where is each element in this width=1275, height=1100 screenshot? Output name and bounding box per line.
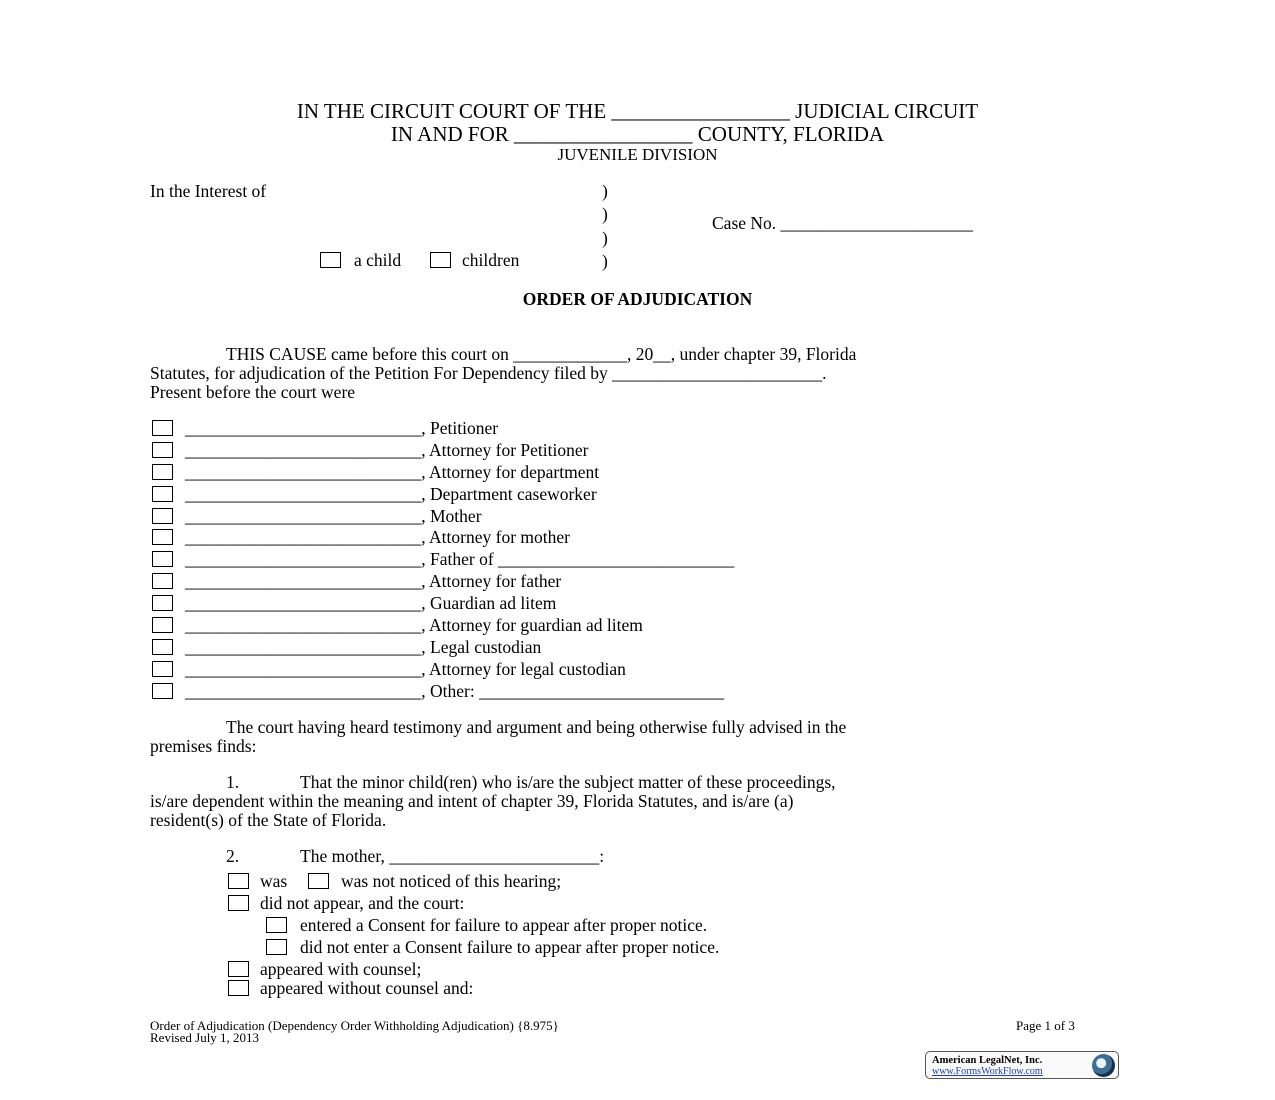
- logo-url-link[interactable]: www.FormsWorkFlow.com: [932, 1066, 1043, 1077]
- present-caseworker: ___________________________, Department caseworker: [185, 484, 597, 504]
- entered-consent-checkbox[interactable]: [266, 917, 287, 933]
- division-label: JUVENILE DIVISION: [557, 145, 718, 164]
- present-checkbox[interactable]: [152, 420, 173, 436]
- present-checkbox[interactable]: [152, 551, 173, 567]
- present-checkbox[interactable]: [152, 486, 173, 502]
- american-legalnet-logo[interactable]: [925, 1051, 1119, 1079]
- footer-page-number: Page 1 of 3: [1016, 1018, 1075, 1033]
- present-attorney-father: ___________________________, Attorney for father: [185, 571, 562, 591]
- footer-revised: Revised July 1, 2013: [150, 1030, 260, 1045]
- findings-line: The court having heard testimony and argument and being otherwise fully advised in the: [226, 717, 847, 737]
- present-other: ___________________________, Other: ____________________________: [185, 681, 725, 701]
- was-not-checkbox[interactable]: [308, 873, 329, 889]
- present-checkbox[interactable]: [152, 595, 173, 611]
- present-checkbox[interactable]: [152, 442, 173, 458]
- did-not-appear-label: did not appear, and the court:: [260, 893, 465, 913]
- present-attorney-petitioner: ___________________________, Attorney for Petitioner: [185, 440, 589, 460]
- did-not-appear-checkbox[interactable]: [228, 895, 249, 911]
- interest-of-label: In the Interest of: [150, 181, 267, 201]
- present-petitioner: ___________________________, Petitioner: [185, 418, 499, 438]
- appeared-with-counsel-label: appeared with counsel;: [260, 959, 422, 979]
- was-label: was: [260, 871, 288, 891]
- present-checkbox[interactable]: [152, 617, 173, 633]
- findings-line: premises finds:: [150, 736, 257, 756]
- present-checkbox[interactable]: [152, 464, 173, 480]
- appeared-without-counsel-label: appeared without counsel and:: [260, 978, 474, 998]
- present-attorney-mother: ___________________________, Attorney for mother: [185, 527, 570, 547]
- present-checkbox[interactable]: [152, 573, 173, 589]
- present-attorney-guardian: ___________________________, Attorney for guardian ad litem: [185, 615, 643, 635]
- present-checkbox[interactable]: [152, 508, 173, 524]
- footer-form-title: Order of Adjudication (Dependency Order Withholding Adjudication) {8.975}: [150, 1018, 559, 1033]
- present-checkbox[interactable]: [152, 661, 173, 677]
- caption-paren: ): [602, 228, 608, 248]
- present-checkbox[interactable]: [152, 683, 173, 699]
- item1-line: is/are dependent within the meaning and intent of chapter 39, Florida Statutes, and is/are (a): [150, 791, 794, 811]
- item1-line: resident(s) of the State of Florida.: [150, 810, 387, 830]
- court-header-line2: IN AND FOR _________________ COUNTY, FLORIDA: [390, 122, 885, 146]
- intro-line: THIS CAUSE came before this court on _____________, 20__, under chapter 39, Florida: [226, 344, 857, 364]
- item2-label: The mother, ________________________:: [300, 846, 605, 866]
- item1-line: That the minor child(ren) who is/are the subject matter of these proceedings,: [300, 772, 836, 792]
- item2-number: 2.: [226, 846, 240, 866]
- present-attorney-department: ___________________________, Attorney for department: [185, 462, 600, 482]
- present-mother: ___________________________, Mother: [185, 506, 482, 526]
- child-label: a child: [354, 250, 402, 270]
- globe-icon: [1092, 1054, 1115, 1077]
- logo-company-name: American LegalNet, Inc.: [932, 1055, 1043, 1066]
- intro-line: Statutes, for adjudication of the Petition For Dependency filed by ________________________.: [150, 363, 827, 383]
- was-checkbox[interactable]: [228, 873, 249, 889]
- present-checkbox[interactable]: [152, 529, 173, 545]
- entered-consent-label: entered a Consent for failure to appear after proper notice.: [300, 915, 708, 935]
- document-title: ORDER OF ADJUDICATION: [522, 289, 753, 309]
- caption-paren: ): [602, 251, 608, 271]
- appeared-without-counsel-checkbox[interactable]: [228, 980, 249, 996]
- caption-paren: ): [602, 204, 608, 224]
- present-checkbox[interactable]: [152, 639, 173, 655]
- case-number: Case No. ______________________: [712, 213, 974, 233]
- children-label: children: [462, 250, 520, 270]
- child-checkbox[interactable]: [320, 252, 341, 268]
- present-attorney-custodian: ___________________________, Attorney for legal custodian: [185, 659, 626, 679]
- children-checkbox[interactable]: [430, 252, 451, 268]
- present-guardian: ___________________________, Guardian ad litem: [185, 593, 557, 613]
- was-not-label: was not noticed of this hearing;: [341, 871, 562, 891]
- present-father: ___________________________, Father of ___________________________: [185, 549, 735, 569]
- item1-number: 1.: [226, 772, 240, 792]
- caption-paren: ): [602, 181, 608, 201]
- intro-line: Present before the court were: [150, 382, 356, 402]
- did-not-enter-consent-checkbox[interactable]: [266, 939, 287, 955]
- present-legal-custodian: ___________________________, Legal custodian: [185, 637, 542, 657]
- court-header-line1: IN THE CIRCUIT COURT OF THE _________________ JUDICIAL CIRCUIT: [296, 99, 979, 123]
- did-not-enter-consent-label: did not enter a Consent failure to appear after proper notice.: [300, 937, 720, 957]
- appeared-with-counsel-checkbox[interactable]: [228, 961, 249, 977]
